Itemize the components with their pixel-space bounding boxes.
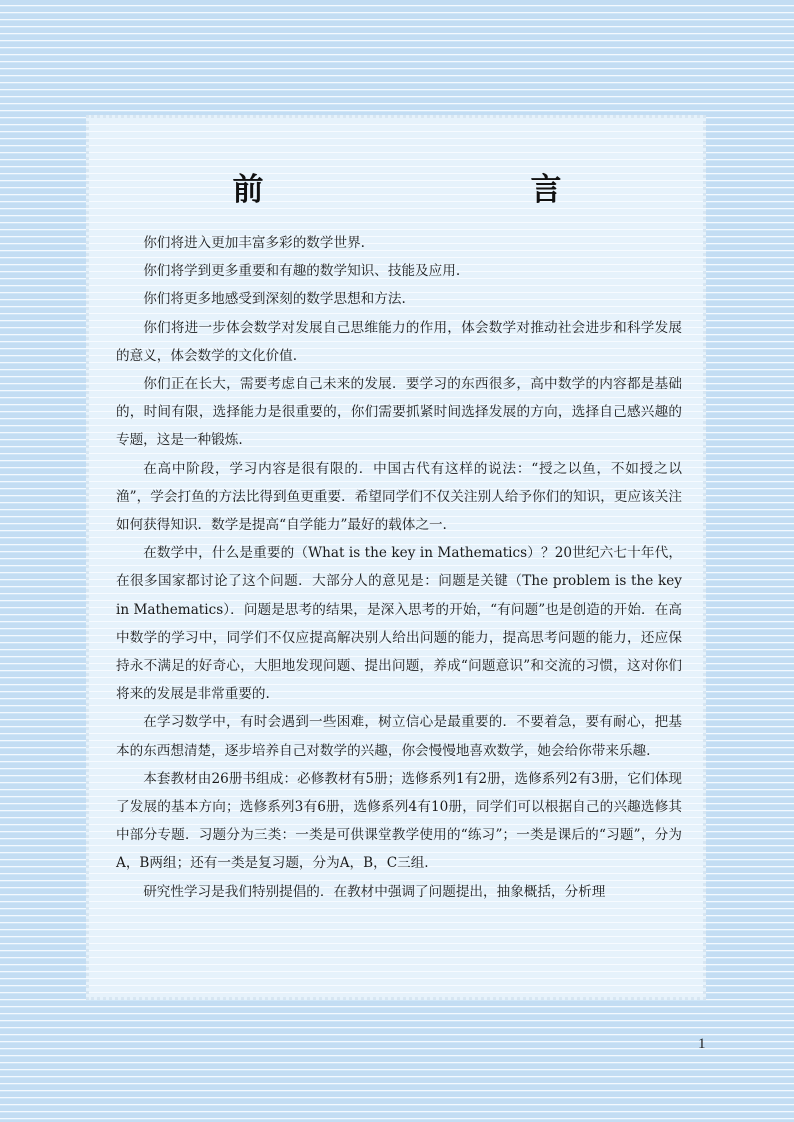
paragraph: 你们将进入更加丰富多彩的数学世界.: [143, 235, 366, 251]
body-text: [116, 229, 682, 906]
paragraph: 在学习数学中，有时会遇到一些困难，树立信心是最重要的．不要着急，要有耐心，把基本的东西想清楚，逐步培养自己对数学的兴趣，你会慢慢地喜欢数学，她会给你带来乐趣.: [116, 714, 682, 759]
paragraph: 你们将学到更多重要和有趣的数学知识、技能及应用.: [143, 263, 461, 280]
page-title: 前 言: [232, 172, 680, 208]
paragraph: 你们将更多地感受到深刻的数学思想和方法.: [143, 291, 406, 308]
paragraph: 在高中阶段，学习内容是很有限的．中国古代有这样的说法：“授之以鱼，不如授之以渔”，学会打鱼的方法比得到鱼更重要．希望同学们不仅关注别人给予你们的知识，更应该关注如何获得知识．数学是提高“自学能力”最好的载体之一.: [116, 460, 682, 534]
paragraph: 你们正在长大，需要考虑自己未来的发展．要学习的东西很多，高中数学的内容都是基础的，时间有限，选择能力是很重要的，你们需要抓紧时间选择发展的方向，选择自己感兴趣的专题，这是一种锻炼.: [116, 376, 682, 449]
paragraph: 本套教材由26册书组成：必修教材有5册；选修系列1有2册，选修系列2有3册，它们体现了发展的基本方向；选修系列3有6册，选修系列4有10册，同学们可以根据自己的兴趣选修其中部分专题．习题分为三类：一类是可供课堂教学使用的“练习”；一类是课后的“习题”，分为A，B两组；还有一类是复习题，分为A，B，C三组.: [116, 770, 682, 872]
paragraph: 你们将进一步体会数学对发展自己思维能力的作用，体会数学对推动社会进步和科学发展的意义，体会数学的文化价值.: [116, 319, 682, 364]
page-number: 1: [698, 1036, 706, 1052]
paragraph: 研究性学习是我们特别提倡的．在教材中强调了问题提出，抽象概括，分析理: [143, 883, 606, 900]
paragraph: 在数学中，什么是重要的（What is the key in Mathematics）？20世纪六七十年代，在很多国家都讨论了这个问题．大部分人的意见是：问题是关键（The problem is the key in Mathematics）．问题是思考的结果，是深入思考的开始，“有问题”也是创造的开始．在高中数学的学习中，同学们不仅应提高解决别人给出问题的能力，提高思考问题的能力，还应保持永不满足的好奇心，大胆地发现问题、提出问题，养成“问题意识”和交流的习惯，这对你们将来的发展是非常重要的.: [116, 545, 682, 703]
